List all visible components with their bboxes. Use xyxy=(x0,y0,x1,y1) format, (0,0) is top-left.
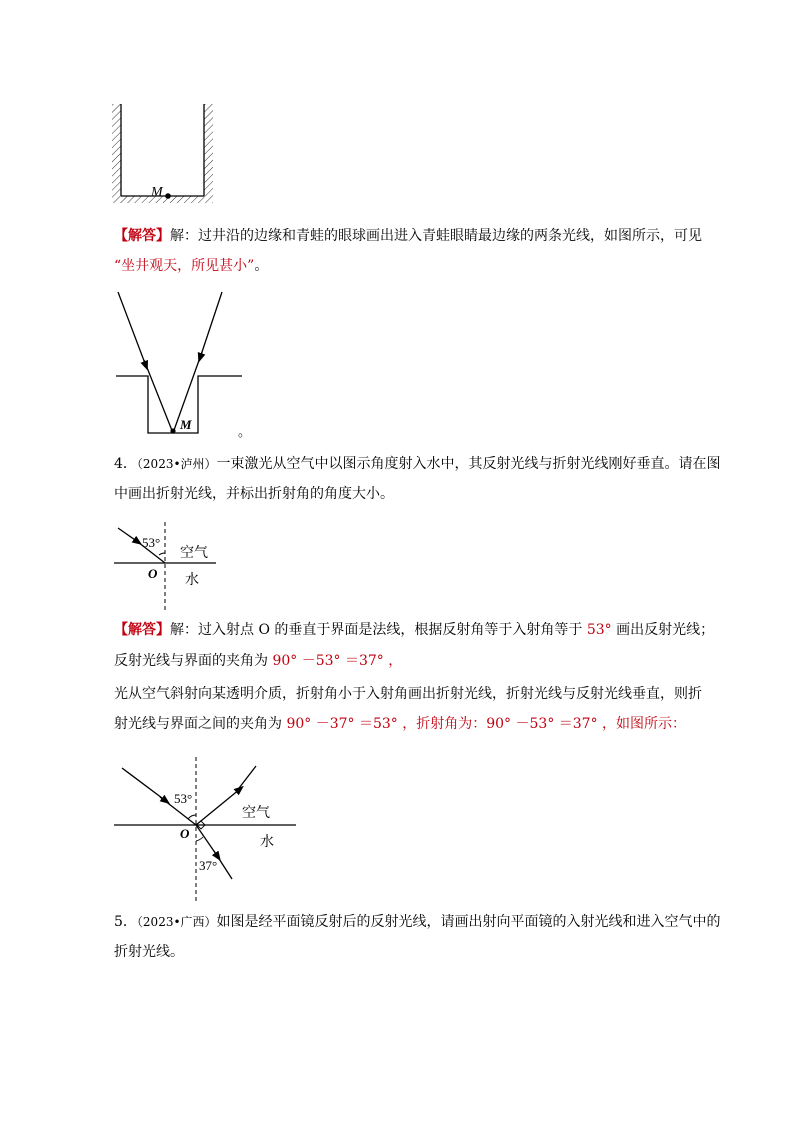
q4-line2: 中画出折射光线，并标出折射角的角度大小。 xyxy=(114,486,394,502)
svg-text:53°: 53° xyxy=(142,535,161,550)
q4-line1: 4．（2023•泸州）一束激光从空气中以图示角度射入水中，其反射光线与折射光线刚好垂直。请在图 xyxy=(114,456,721,472)
well-figure-top xyxy=(110,100,220,206)
incident-ray xyxy=(122,768,166,801)
svg-text:53°: 53° xyxy=(174,791,193,806)
reflected-ray xyxy=(196,789,240,825)
svg-text:。: 。 xyxy=(238,424,252,439)
question-number: 4． xyxy=(114,456,137,472)
answer4-line4: 射光线与界面之间的夹角为 90° －37° ＝53° ，折射角为：90° －53° ＝37° ，如图所示： xyxy=(114,716,687,732)
answer3-line2: “坐井观天，所见甚小”。 xyxy=(114,258,269,274)
q5-line1: 5．（2023•广西）如图是经平面镜反射后的反射光线，请画出射向平面镜的入射光线和进入空气中的 xyxy=(114,914,721,930)
svg-text:水: 水 xyxy=(260,835,274,850)
quote-text: “坐井观天，所见甚小” xyxy=(114,258,255,274)
svg-text:空气: 空气 xyxy=(180,546,208,561)
svg-text:水: 水 xyxy=(185,573,199,588)
answer3-line1: 【解答】解：过井沿的边缘和青蛙的眼球画出进入青蛙眼睛最边缘的两条光线，如图所示，可见 xyxy=(114,228,702,244)
answer4-line2: 反射光线与界面的夹角为 90° －53° ＝37° ， xyxy=(114,653,403,669)
label-m: M xyxy=(151,185,163,200)
svg-text:O: O xyxy=(180,826,190,841)
left-ray xyxy=(118,292,146,366)
svg-text:M: M xyxy=(180,417,192,432)
right-ray xyxy=(200,292,222,358)
answer4-line1: 【解答】解：过入射点 O 的垂直于界面是法线，根据反射角等于入射角等于 53° 画出反射光线； xyxy=(114,622,715,638)
question-source: （2023•广西） xyxy=(136,915,217,929)
question-number: 5． xyxy=(114,914,137,930)
svg-text:37°: 37° xyxy=(199,858,218,873)
frog-eye-point xyxy=(165,193,171,199)
answer4-line3: 光从空气斜射向某透明介质，折射角小于入射角画出折射光线，折射光线与反射光线垂直，则折 xyxy=(114,686,702,702)
question-source: （2023•泸州） xyxy=(136,457,217,471)
answer4-figure xyxy=(110,757,310,905)
well-answer-figure xyxy=(110,288,260,440)
q4-figure xyxy=(110,522,230,614)
svg-text:O: O xyxy=(148,566,158,581)
q5-line2: 折射光线。 xyxy=(114,944,184,960)
answer-tag: 【解答】 xyxy=(114,228,170,244)
svg-text:空气: 空气 xyxy=(242,806,270,821)
